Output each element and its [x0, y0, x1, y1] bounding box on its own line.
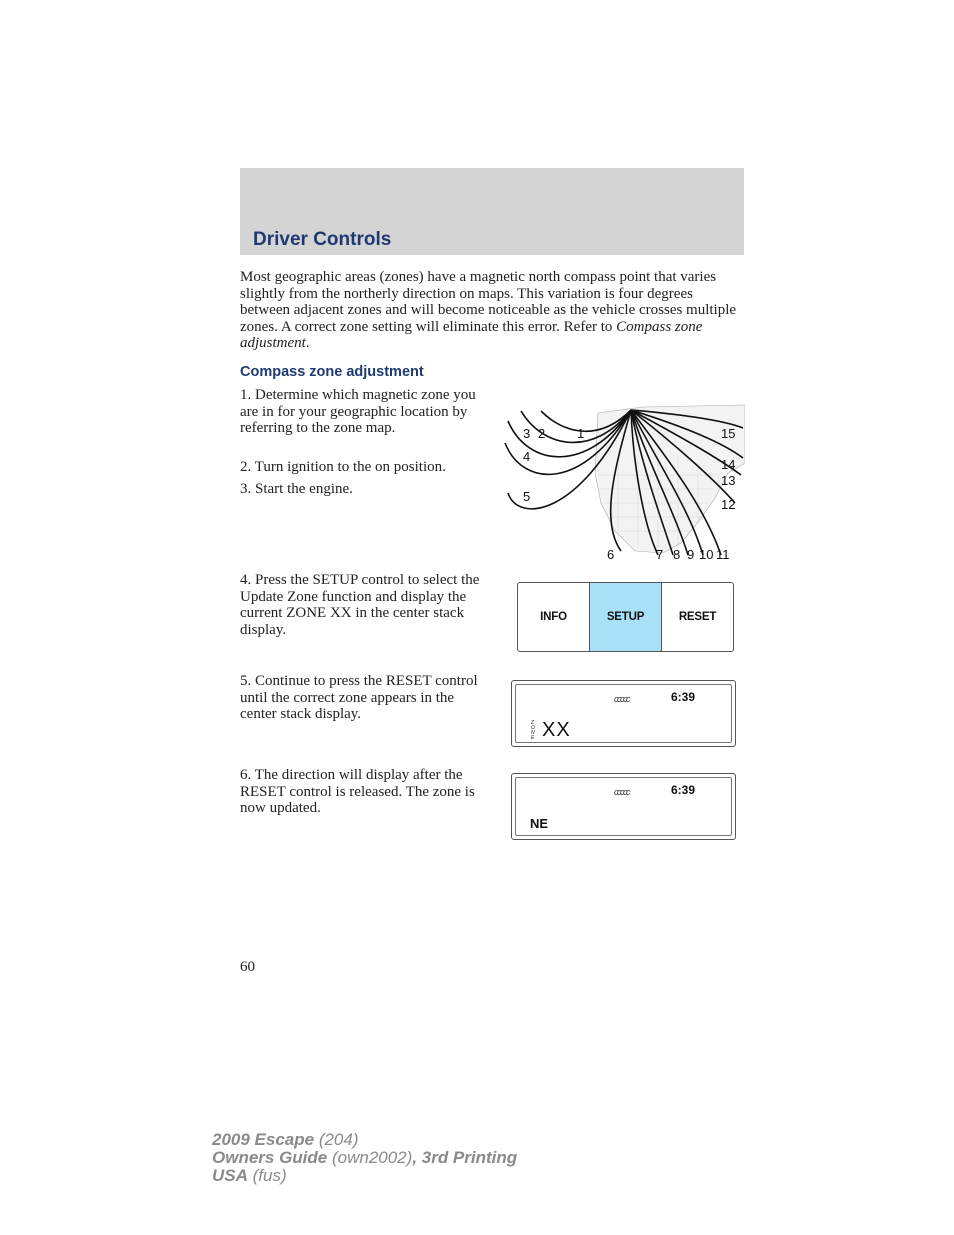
zone-label-11: 11 [716, 547, 730, 562]
zone-display [511, 680, 736, 747]
compass-direction: NE [530, 816, 549, 831]
compass-indicator: ccccc [614, 694, 629, 704]
intro-text: Most geographic areas (zones) have a magnetic north compass point that varies slightly from the northerly direction on maps. This variation is four degrees between adjacent zones and will become noticeable as the vehicle crosses multiple zones. A correct zone setting will eliminate this error. Refer to [240, 269, 737, 335]
zone-label-7: 7 [656, 547, 664, 562]
zone-label-15: 15 [721, 426, 736, 441]
compass-indicator: ccccc [614, 787, 629, 797]
zone-label-1: 1 [577, 426, 585, 441]
intro-reference: Compass zone adjustment [240, 318, 703, 351]
zone-display-screen [515, 684, 732, 743]
zone-label-8: 8 [673, 547, 681, 562]
section-header-band [240, 168, 744, 255]
step-6: 6. The direction will display after the RESET control is released. The zone is now updated. [240, 767, 475, 816]
zone-value: XX [542, 719, 571, 741]
footer-line-1: 2009 Escape (204) [212, 1130, 359, 1149]
zone-label-3: 3 [523, 426, 531, 441]
setup-button[interactable]: SETUP [590, 583, 662, 651]
zone-label-13: 13 [721, 473, 736, 488]
step-1: 1. Determine which magnetic zone you are in for your geographic location by referring to the zone map. [240, 387, 476, 436]
footer-line-3: USA (fus) [212, 1166, 287, 1185]
step-5: 5. Continue to press the RESET control until the correct zone appears in the center stack display. [240, 673, 478, 722]
page-number: 60 [240, 959, 255, 975]
zone-label-2: 2 [538, 426, 546, 441]
step-3: 3. Start the engine. [240, 481, 353, 497]
zone-label-4: 4 [523, 449, 531, 464]
intro-paragraph [240, 269, 745, 352]
footer-line-2: Owners Guide (own2002), 3rd Printing [212, 1148, 518, 1167]
zone-label-6: 6 [607, 547, 615, 562]
magnetic-zone-map [503, 403, 745, 565]
step-2: 2. Turn ignition to the on position. [240, 459, 446, 475]
center-stack-control-panel [517, 582, 734, 652]
direction-display [511, 773, 736, 840]
clock-time: 6:39 [671, 690, 696, 704]
document-footer [212, 1131, 517, 1185]
zone-label-14: 14 [721, 457, 736, 472]
intro-end: . [305, 335, 310, 351]
zone-label-10: 10 [699, 547, 714, 562]
zone-label-12: 12 [721, 497, 736, 512]
info-button[interactable]: INFO [518, 583, 590, 651]
step-4: 4. Press the SETUP control to select the Update Zone function and display the current ZONE XX in the center stack display. [240, 572, 480, 638]
subsection-heading: Compass zone adjustment [240, 364, 424, 380]
clock-time: 6:39 [671, 783, 696, 797]
zone-label-5: 5 [523, 489, 531, 504]
zone-label-9: 9 [687, 547, 695, 562]
reset-button[interactable]: RESET [678, 611, 717, 623]
section-title: Driver Controls [253, 229, 392, 250]
direction-display-screen [515, 777, 732, 836]
zone-label: ZONE [531, 720, 535, 741]
